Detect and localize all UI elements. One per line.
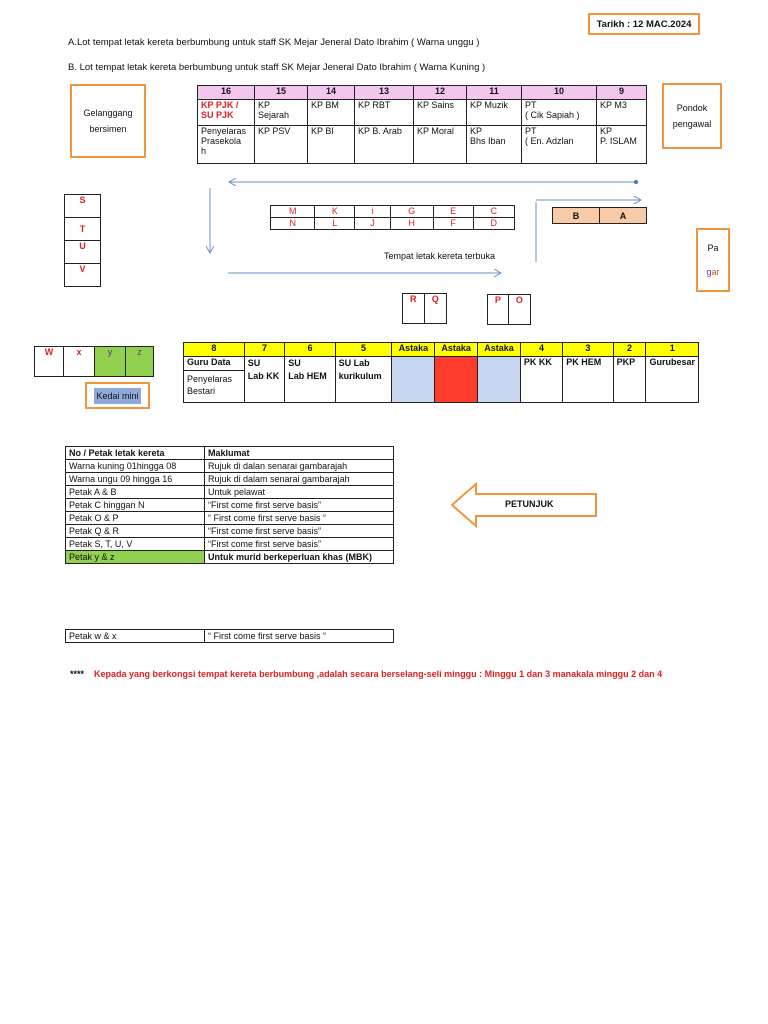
lot-b: B: [553, 208, 600, 224]
info-cell: “ First come first serve basis “: [205, 630, 394, 643]
table-row: [66, 460, 394, 473]
purple-lots-row-2: [198, 126, 647, 164]
open-lots-bottom-row: [271, 218, 515, 230]
lot-cell: PKP: [613, 357, 646, 403]
info-cell: Petak O & P: [66, 512, 205, 525]
pagar-line-2: [706, 264, 719, 280]
lot-a: A: [600, 208, 647, 224]
lot-number: 8: [184, 343, 245, 357]
table-row: [66, 525, 394, 538]
info-header-cell: Maklumat: [205, 447, 394, 460]
open-lots-top-row: [271, 206, 515, 218]
astaka-cell: [392, 357, 435, 403]
lot-cell: KP RBT: [355, 100, 414, 126]
lot-cell-line: SU: [288, 358, 301, 368]
lot-cell-line: Penyelaras: [201, 126, 247, 136]
purple-lots-header-row: [198, 86, 647, 100]
lot-number: Astaka: [392, 343, 435, 357]
lot-cell: [467, 126, 522, 164]
pagar-letters-ar: ar: [711, 267, 720, 277]
lot-cell: [285, 357, 335, 403]
lot-cell: [184, 357, 245, 403]
lot-cell-line: PT: [525, 100, 537, 110]
lot-cell: KP B. Arab: [355, 126, 414, 164]
lot-cell: [522, 100, 597, 126]
lot-o: O: [508, 295, 530, 325]
lot-m: M: [271, 206, 315, 218]
lot-cell: KP PSV: [255, 126, 308, 164]
table-row: [66, 538, 394, 551]
info-cell: Warna ungu 09 hingga 16: [66, 473, 205, 486]
yellow-lots-row: [184, 357, 699, 403]
lot-cell: KP Muzik: [467, 100, 522, 126]
info-cell: Petak S, T, U, V: [66, 538, 205, 551]
lot-number: 4: [520, 343, 562, 357]
info-cell: Petak w & x: [66, 630, 205, 643]
info-cell: Rujuk di dalam senarai gambarajah: [205, 473, 394, 486]
lot-i: i: [355, 206, 390, 218]
info-cell: Petak C hinggan N: [66, 499, 205, 512]
lot-cell-line: Lab KK: [247, 371, 280, 381]
lot-cell-line: ( Cik Sapiah ): [525, 110, 580, 120]
lot-number: 7: [244, 343, 285, 357]
gelanggang-box: [70, 84, 146, 158]
gelanggang-line-1: Gelanggang: [83, 108, 133, 118]
info-cell: Untuk pelawat: [205, 486, 394, 499]
wx-table: [65, 629, 394, 643]
lot-k: K: [315, 206, 355, 218]
lot-f: F: [433, 218, 473, 230]
lot-cell: PK KK: [520, 357, 562, 403]
lot-g: G: [390, 206, 433, 218]
lot-number: 16: [198, 86, 255, 100]
lot-x: x: [64, 347, 95, 377]
date-box: [588, 13, 700, 35]
table-row: [66, 499, 394, 512]
stuv-table: [64, 194, 101, 287]
open-lots-grid: [270, 205, 515, 230]
lot-s: S: [65, 195, 101, 218]
info-cell: Petak Q & R: [66, 525, 205, 538]
lot-cell-line: Sejarah: [258, 110, 290, 120]
visitor-lots: [552, 207, 647, 224]
lot-y: y: [95, 347, 126, 377]
lot-cell-line: SU Lab: [338, 358, 370, 368]
note-stars: ****: [70, 669, 85, 679]
table-row: [66, 486, 394, 499]
info-cell: Petak y & z: [66, 551, 205, 564]
info-cell: Rujuk di dalan senarai gambarajah: [205, 460, 394, 473]
lot-w: W: [35, 347, 64, 377]
lot-cell-line: KP: [470, 126, 483, 136]
lot-number: 11: [467, 86, 522, 100]
lot-v: V: [65, 264, 101, 287]
lot-number: 13: [355, 86, 414, 100]
pondok-line-1: Pondok: [676, 103, 708, 113]
lot-cell-line: kurikulum: [338, 371, 382, 381]
lot-number: 14: [308, 86, 355, 100]
lot-cell-line: KP: [258, 100, 271, 110]
lots-wxyz: [34, 346, 154, 377]
table-row: [66, 630, 394, 643]
lot-cell: Gurubesar: [646, 357, 699, 403]
lot-cell-line: Bhs Iban: [470, 136, 506, 146]
lot-cell: [255, 100, 308, 126]
heading-a: A.Lot tempat letak kereta berbumbung untuk staff SK Mejar Jeneral Dato Ibrahim ( Warna unggu ): [68, 37, 480, 48]
lot-number: 12: [414, 86, 467, 100]
lot-number: 2: [613, 343, 646, 357]
lot-cell-line: SU PJK: [201, 110, 234, 120]
lot-cell: PK HEM: [563, 357, 613, 403]
lot-cell: [522, 126, 597, 164]
date-text: Tarikh : 12 MAC.2024: [596, 18, 692, 30]
lot-number: 10: [522, 86, 597, 100]
lot-cell: KP Sains: [414, 100, 467, 126]
info-cell: “ First come first serve basis “: [205, 512, 394, 525]
lot-q: Q: [424, 294, 446, 324]
lot-u: U: [65, 241, 101, 264]
gelanggang-line-2: bersimen: [89, 124, 127, 134]
table-row: [66, 512, 394, 525]
lot-cell: KP M3: [597, 100, 647, 126]
kedai-mini-box: [85, 382, 150, 409]
info-cell: Petak A & B: [66, 486, 205, 499]
info-cell: “First come first serve basis”: [205, 499, 394, 512]
lot-cell-line: ( En. Adzlan: [525, 136, 574, 146]
pondok-line-2: pengawal: [672, 119, 712, 129]
pagar-letter-g: g: [706, 267, 712, 277]
pondok-box: [662, 83, 722, 149]
lots-rq: [402, 293, 447, 324]
lot-h: H: [390, 218, 433, 230]
lot-cell-line: Prasekola: [201, 136, 242, 146]
lot-cell-line: Guru Data: [184, 357, 244, 371]
astaka-cell: [478, 357, 521, 403]
info-header-cell: No / Petak letak kereta: [66, 447, 205, 460]
lot-r: R: [403, 294, 425, 324]
lot-cell-line: Lab HEM: [288, 371, 327, 381]
purple-lots-row-1: [198, 100, 647, 126]
lot-cell: [198, 100, 255, 126]
lot-number: Astaka: [478, 343, 521, 357]
lot-cell: [335, 357, 392, 403]
lot-cell: [244, 357, 285, 403]
info-table: [65, 446, 394, 564]
pagar-line-1: Pa: [707, 243, 719, 253]
lot-cell: [198, 126, 255, 164]
lot-p: P: [488, 295, 509, 325]
info-table-header: [66, 447, 394, 460]
lot-number: 9: [597, 86, 647, 100]
lots-po: [487, 294, 531, 325]
lot-cell-line: SU: [247, 358, 261, 368]
lot-n: N: [271, 218, 315, 230]
open-parking-label: Tempat letak kereta terbuka: [384, 251, 496, 261]
lot-d: D: [473, 218, 514, 230]
lot-z: z: [126, 347, 154, 377]
lot-c: C: [473, 206, 514, 218]
lot-cell-line: KP: [600, 126, 613, 136]
yellow-lots-header-row: [184, 343, 699, 357]
astaka-cell: [435, 357, 478, 403]
lot-cell-line: Penyelaras: [187, 374, 233, 384]
purple-lots-table: [197, 85, 647, 164]
lot-cell-line: KP PJK /: [201, 100, 239, 110]
lot-cell-line: h: [201, 146, 207, 156]
kedai-mini-label: Kedai mini: [94, 388, 140, 404]
table-row: [66, 473, 394, 486]
lot-j: J: [355, 218, 390, 230]
table-row: [66, 551, 394, 564]
lot-number: 1: [646, 343, 699, 357]
lot-cell-line: P. ISLAM: [600, 136, 637, 146]
info-cell: Warna kuning 01hingga 08: [66, 460, 205, 473]
lot-number: 3: [563, 343, 613, 357]
lot-number: 6: [285, 343, 335, 357]
lot-number: 5: [335, 343, 392, 357]
info-cell: “First come first serve basis”: [205, 525, 394, 538]
lot-cell-line: Bestari: [187, 386, 216, 396]
rotation-note: [70, 669, 662, 679]
info-cell: Untuk murid berkeperluan khas (MBK): [205, 551, 394, 564]
lot-e: E: [433, 206, 473, 218]
lot-l: L: [315, 218, 355, 230]
lot-t: T: [65, 218, 101, 241]
yellow-lots-table: [183, 342, 699, 403]
lot-cell: KP BM: [308, 100, 355, 126]
pagar-box: [696, 228, 730, 292]
lot-cell: KP BI: [308, 126, 355, 164]
lot-number: 15: [255, 86, 308, 100]
note-text: Kepada yang berkongsi tempat kereta berbumbung ,adalah secara berselang-seli minggu : Minggu 1 dan 3 manakala minggu 2 dan 4: [94, 669, 663, 679]
lot-cell: KP Moral: [414, 126, 467, 164]
lot-number: Astaka: [435, 343, 478, 357]
info-cell: “First come first serve basis”: [205, 538, 394, 551]
lot-cell: [597, 126, 647, 164]
lot-cell-line: PT: [525, 126, 537, 136]
petunjuk-label: PETUNJUK: [505, 499, 554, 509]
arrow-top-dot: [634, 180, 638, 184]
heading-b: B. Lot tempat letak kereta berbumbung untuk staff SK Mejar Jeneral Dato Ibrahim ( Warna Kuning ): [68, 62, 486, 73]
